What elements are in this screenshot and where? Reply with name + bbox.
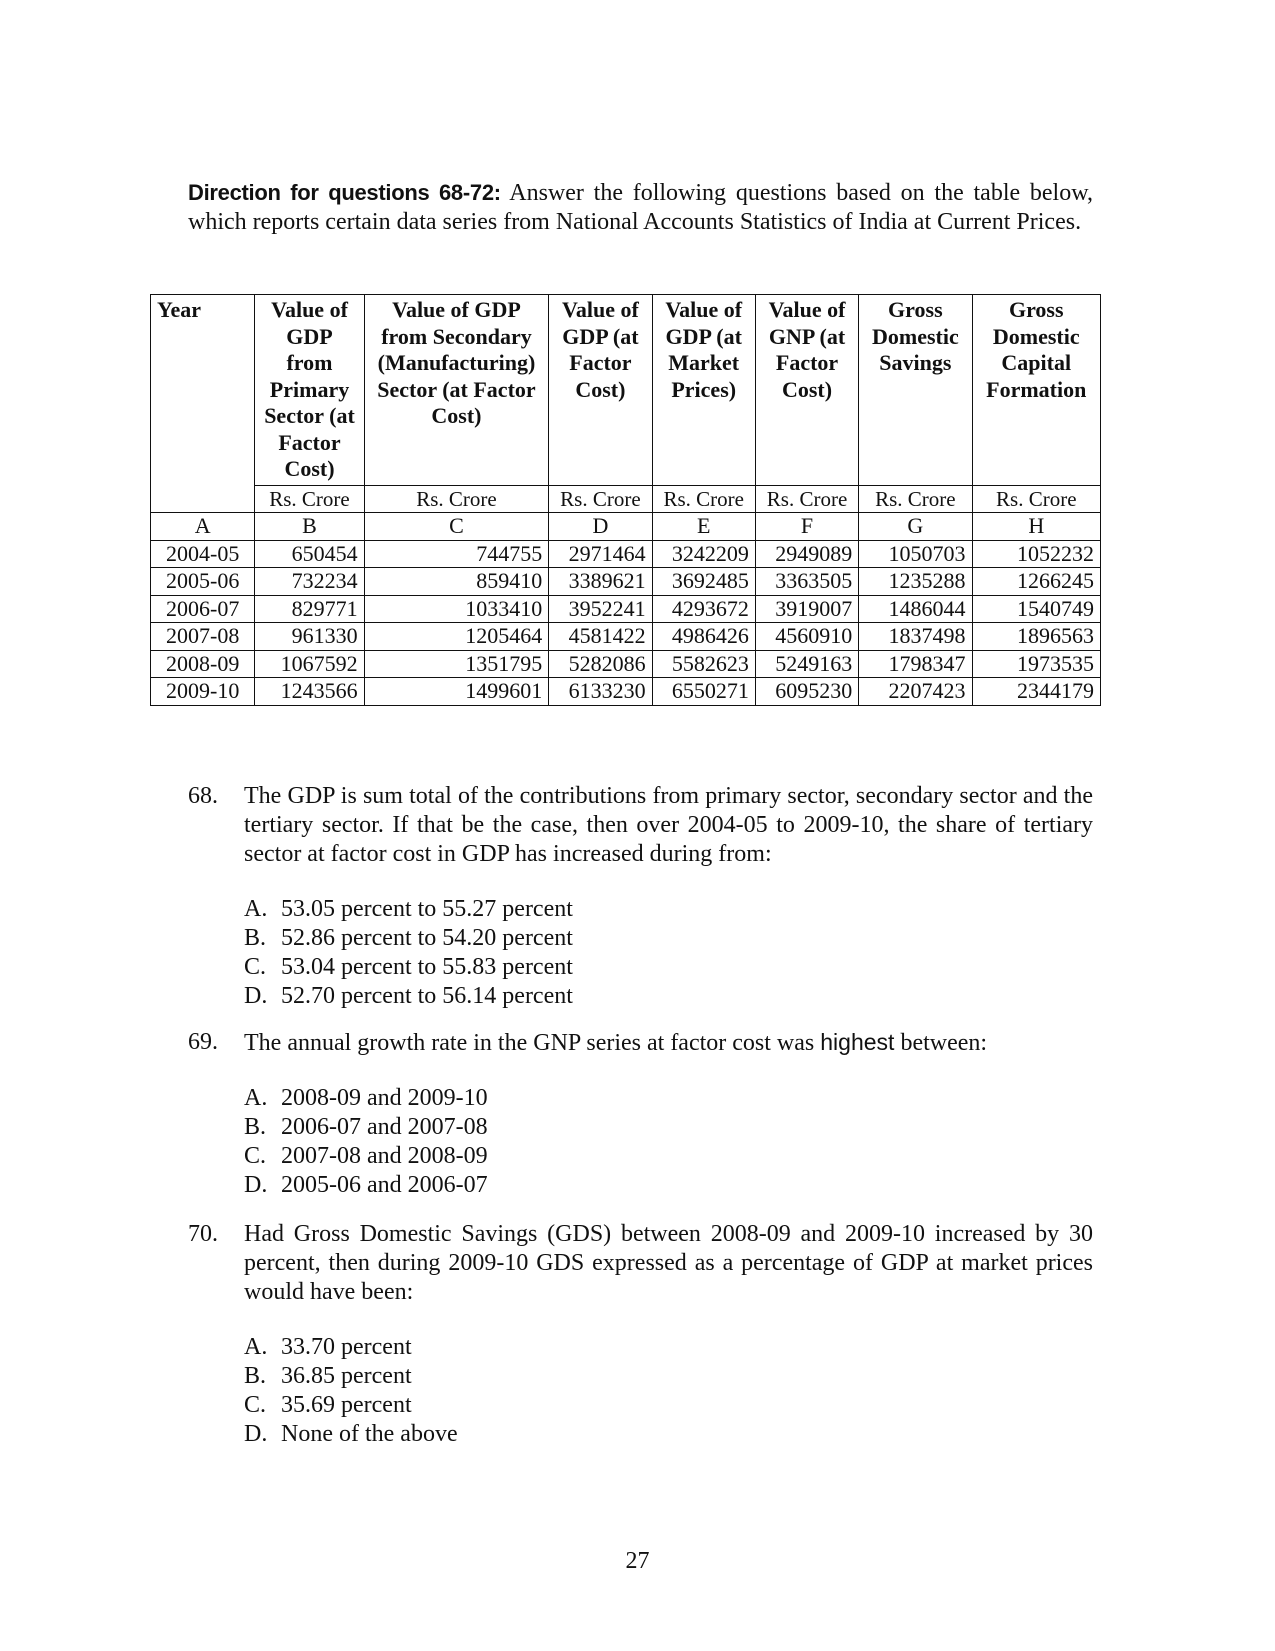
- table-row: [151, 678, 1101, 706]
- unit-cell: Rs. Crore: [755, 485, 858, 513]
- option-label: B.: [244, 1114, 267, 1140]
- gdp-factor-cell: 2971464: [549, 540, 652, 568]
- option-item[interactable]: [244, 1333, 1093, 1362]
- option-label: D.: [244, 983, 268, 1009]
- column-letter: C: [364, 513, 549, 541]
- primary-gdp-cell: 732234: [255, 568, 364, 596]
- question-number: 68.: [188, 783, 218, 809]
- column-header: Value of GDP from Primary Sector (at Factor Cost): [255, 295, 364, 486]
- unit-cell: Rs. Crore: [972, 485, 1100, 513]
- column-header: Value of GNP (at Factor Cost): [755, 295, 858, 486]
- gnp-factor-cell: 2949089: [755, 540, 858, 568]
- option-text: 35.69 percent: [281, 1392, 412, 1418]
- gnp-factor-cell: 6095230: [755, 678, 858, 706]
- column-letter: H: [972, 513, 1100, 541]
- gdp-market-cell: 5582623: [652, 650, 755, 678]
- gdp-market-cell: 6550271: [652, 678, 755, 706]
- gdp-factor-cell: 4581422: [549, 623, 652, 651]
- column-letter: E: [652, 513, 755, 541]
- unit-cell: Rs. Crore: [859, 485, 972, 513]
- secondary-gdp-cell: 1351795: [364, 650, 549, 678]
- option-text: 52.86 percent to 54.20 percent: [281, 925, 573, 951]
- option-label: D.: [244, 1421, 268, 1447]
- column-header: Value of GDP (at Factor Cost): [549, 295, 652, 486]
- option-item[interactable]: [244, 1113, 1093, 1142]
- question-number: 69.: [188, 1029, 218, 1055]
- option-item[interactable]: [244, 1142, 1093, 1171]
- option-label: B.: [244, 1363, 267, 1389]
- option-label: D.: [244, 1172, 268, 1198]
- question-text-part: The annual growth rate in the GNP series at factor cost was: [244, 1030, 821, 1056]
- gdp-factor-cell: 3389621: [549, 568, 652, 596]
- column-letter: B: [255, 513, 364, 541]
- gnp-factor-cell: 3363505: [755, 568, 858, 596]
- year-cell: 2009-10: [151, 678, 255, 706]
- question-text-emphasis: highest: [820, 1029, 895, 1055]
- question-text: Had Gross Domestic Savings (GDS) between 2008-09 and 2009-10 increased by 30 percent, then during 2009-10 GDS expressed as a percentage of GDP at market prices would have been:: [244, 1221, 1093, 1305]
- question-69: [188, 1028, 1093, 1200]
- gdp-factor-cell: 5282086: [549, 650, 652, 678]
- table-header-row: [151, 295, 1101, 486]
- option-label: C.: [244, 1143, 267, 1169]
- gnp-factor-cell: 4560910: [755, 623, 858, 651]
- year-cell: 2006-07: [151, 595, 255, 623]
- table-row: [151, 650, 1101, 678]
- column-letter: F: [755, 513, 858, 541]
- gdcf-cell: 2344179: [972, 678, 1100, 706]
- gdp-market-cell: 4986426: [652, 623, 755, 651]
- unit-cell: Rs. Crore: [255, 485, 364, 513]
- table-row: [151, 623, 1101, 651]
- option-item[interactable]: [244, 1362, 1093, 1391]
- secondary-gdp-cell: 1499601: [364, 678, 549, 706]
- gds-cell: 1798347: [859, 650, 972, 678]
- option-text: 36.85 percent: [281, 1363, 412, 1389]
- option-item[interactable]: [244, 1391, 1093, 1420]
- option-list: [244, 1333, 1093, 1449]
- option-text: 53.04 percent to 55.83 percent: [281, 954, 573, 980]
- table-row: [151, 540, 1101, 568]
- gdp-market-cell: 4293672: [652, 595, 755, 623]
- question-number: 70.: [188, 1221, 218, 1247]
- direction-paragraph: [188, 178, 1093, 237]
- option-label: C.: [244, 954, 267, 980]
- primary-gdp-cell: 829771: [255, 595, 364, 623]
- unit-cell: Rs. Crore: [364, 485, 549, 513]
- gdcf-cell: 1266245: [972, 568, 1100, 596]
- table-row: [151, 568, 1101, 596]
- column-header: Value of GDP from Secondary (Manufacturing) Sector (at Factor Cost): [364, 295, 549, 486]
- direction-text: Answer the following questions based on the table below, which reports certain data series from National Accounts Statistics of India at Current Prices.: [188, 180, 1093, 235]
- option-list: [244, 895, 1093, 1011]
- table-letter-row: [151, 513, 1101, 541]
- gdp-market-cell: 3692485: [652, 568, 755, 596]
- table-unit-row: [151, 485, 1101, 513]
- table-row: [151, 595, 1101, 623]
- secondary-gdp-cell: 744755: [364, 540, 549, 568]
- year-cell: 2004-05: [151, 540, 255, 568]
- option-label: A.: [244, 896, 268, 922]
- gdcf-cell: 1896563: [972, 623, 1100, 651]
- page-number: 27: [625, 1548, 650, 1574]
- gds-cell: 1486044: [859, 595, 972, 623]
- option-label: A.: [244, 1085, 268, 1111]
- secondary-gdp-cell: 859410: [364, 568, 549, 596]
- column-header: Gross Domestic Capital Formation: [972, 295, 1100, 486]
- gnp-factor-cell: 3919007: [755, 595, 858, 623]
- year-cell: 2008-09: [151, 650, 255, 678]
- gdp-factor-cell: 3952241: [549, 595, 652, 623]
- gdp-factor-cell: 6133230: [549, 678, 652, 706]
- option-text: 52.70 percent to 56.14 percent: [281, 983, 573, 1009]
- column-header: Gross Domestic Savings: [859, 295, 972, 486]
- option-text: 53.05 percent to 55.27 percent: [281, 896, 573, 922]
- option-item[interactable]: [244, 1420, 1093, 1449]
- column-letter: G: [859, 513, 972, 541]
- option-list: [244, 1084, 1093, 1200]
- column-header: Year: [151, 295, 255, 513]
- option-text: 2005-06 and 2006-07: [281, 1172, 488, 1198]
- option-text: 2006-07 and 2007-08: [281, 1114, 488, 1140]
- question-text: The GDP is sum total of the contributions from primary sector, secondary sector and the tertiary sector. If that be the case, then over 2004-05 to 2009-10, the share of tertiary sector at factor cost in GDP has increased during from:: [244, 783, 1093, 867]
- column-letter: D: [549, 513, 652, 541]
- option-text: 33.70 percent: [281, 1334, 412, 1360]
- primary-gdp-cell: 1067592: [255, 650, 364, 678]
- question-70: [188, 1220, 1093, 1449]
- primary-gdp-cell: 961330: [255, 623, 364, 651]
- gdcf-cell: 1052232: [972, 540, 1100, 568]
- option-label: A.: [244, 1334, 268, 1360]
- gds-cell: 2207423: [859, 678, 972, 706]
- column-header: Value of GDP (at Market Prices): [652, 295, 755, 486]
- direction-label: Direction for questions 68-72:: [188, 180, 501, 205]
- gdp-market-cell: 3242209: [652, 540, 755, 568]
- year-cell: 2005-06: [151, 568, 255, 596]
- unit-cell: Rs. Crore: [549, 485, 652, 513]
- gnp-factor-cell: 5249163: [755, 650, 858, 678]
- option-item[interactable]: [244, 982, 1093, 1011]
- gds-cell: 1235288: [859, 568, 972, 596]
- unit-cell: Rs. Crore: [652, 485, 755, 513]
- question-text-part: between:: [894, 1030, 988, 1056]
- secondary-gdp-cell: 1033410: [364, 595, 549, 623]
- primary-gdp-cell: 650454: [255, 540, 364, 568]
- gdcf-cell: 1540749: [972, 595, 1100, 623]
- option-item[interactable]: [244, 895, 1093, 924]
- option-label: C.: [244, 1392, 267, 1418]
- option-text: None of the above: [281, 1421, 458, 1447]
- column-letter: A: [151, 513, 255, 541]
- option-item[interactable]: [244, 1084, 1093, 1113]
- question-text: [244, 1028, 1093, 1058]
- primary-gdp-cell: 1243566: [255, 678, 364, 706]
- gds-cell: 1050703: [859, 540, 972, 568]
- option-text: 2007-08 and 2008-09: [281, 1143, 488, 1169]
- national-accounts-table: [150, 294, 1101, 706]
- option-item[interactable]: [244, 924, 1093, 953]
- gdcf-cell: 1973535: [972, 650, 1100, 678]
- option-label: B.: [244, 925, 267, 951]
- gds-cell: 1837498: [859, 623, 972, 651]
- question-68: [188, 782, 1093, 1011]
- secondary-gdp-cell: 1205464: [364, 623, 549, 651]
- option-text: 2008-09 and 2009-10: [281, 1085, 488, 1111]
- option-item[interactable]: [244, 1171, 1093, 1200]
- year-cell: 2007-08: [151, 623, 255, 651]
- option-item[interactable]: [244, 953, 1093, 982]
